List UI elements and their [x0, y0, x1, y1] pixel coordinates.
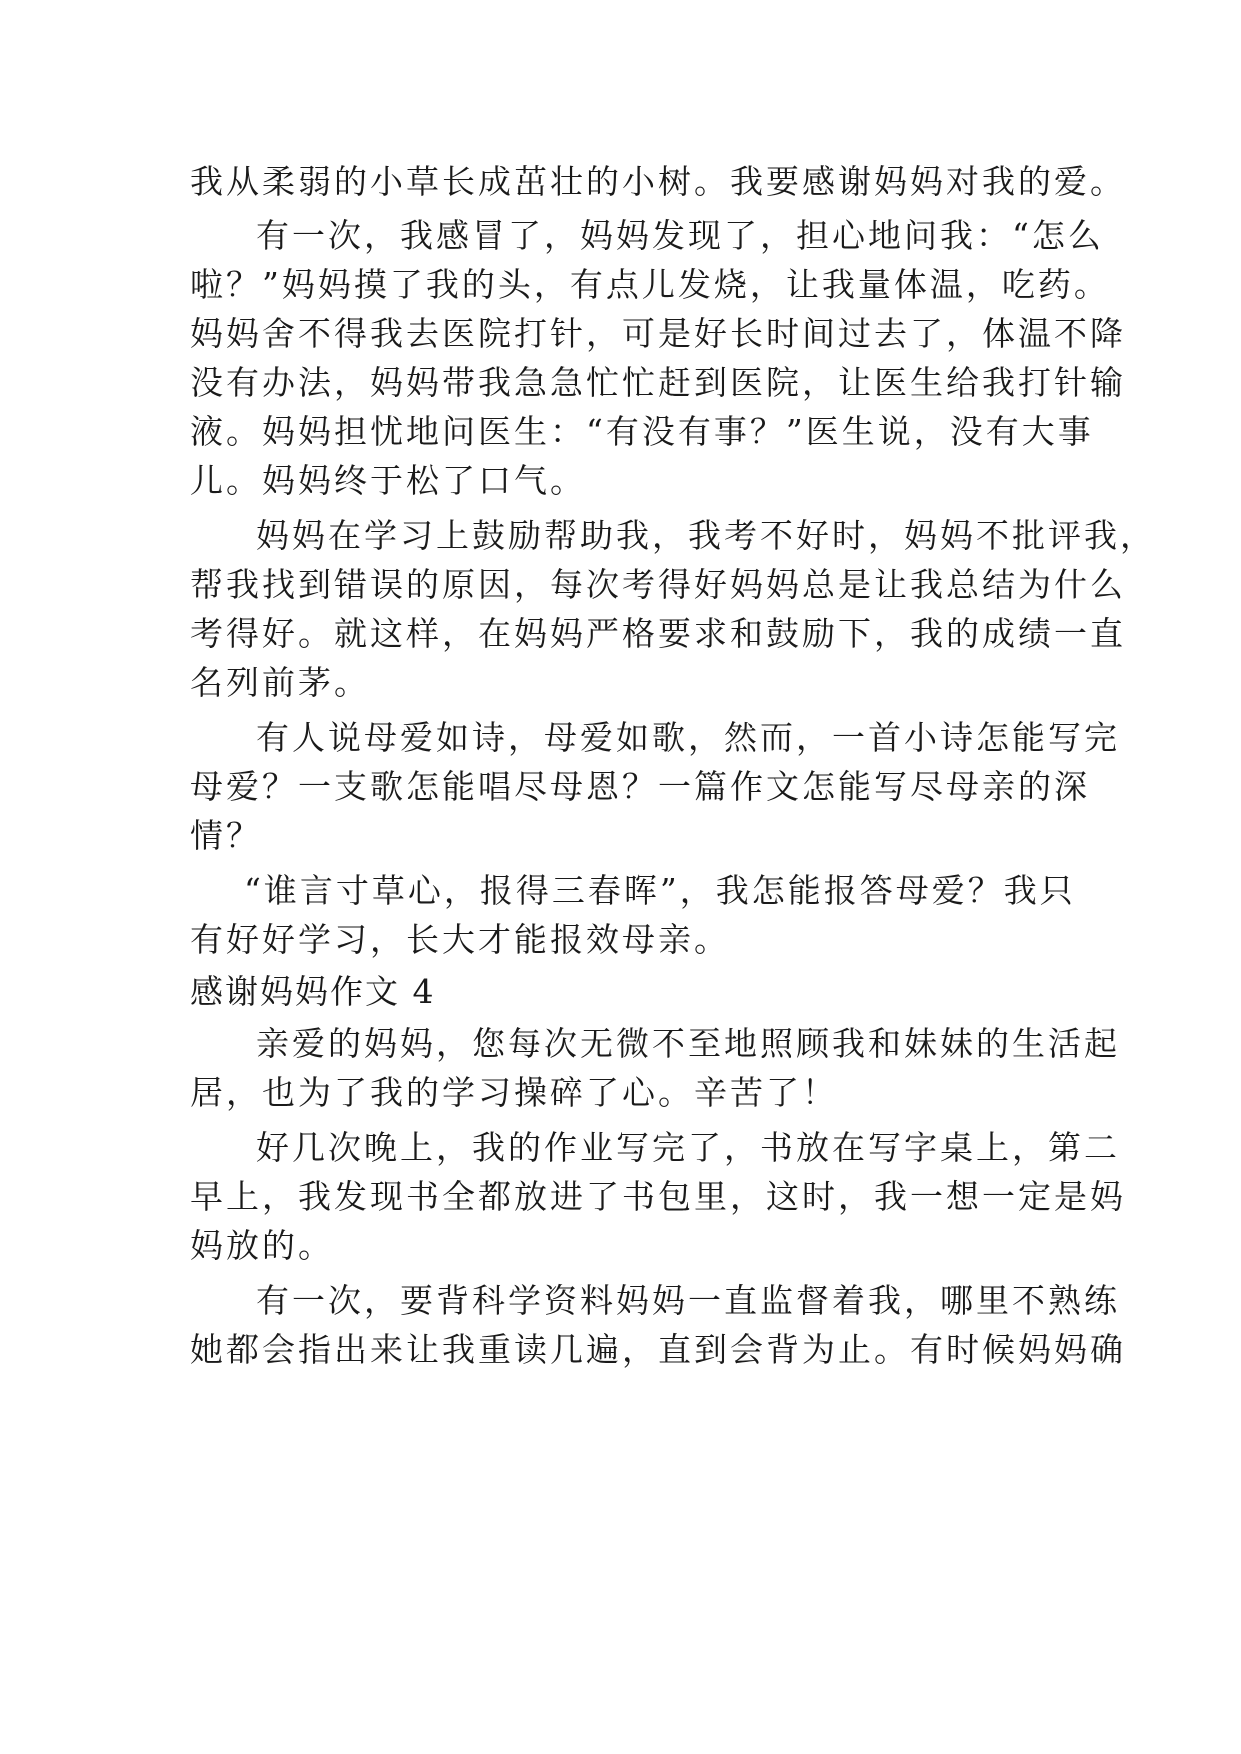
text-line: 有一次，要背科学资料妈妈一直监督着我，哪里不熟练 — [256, 1281, 1120, 1320]
text-line: 没有办法，妈妈带我急急忙忙赶到医院，让医生给我打针输 — [190, 363, 1126, 402]
text-line: 居，也为了我的学习操碎了心。辛苦了！ — [190, 1073, 838, 1112]
text-line: 妈放的。 — [190, 1226, 334, 1265]
section-heading: 感谢妈妈作文 4 — [190, 972, 436, 1011]
text-line: 亲爱的妈妈，您每次无微不至地照顾我和妹妹的生活起 — [256, 1024, 1120, 1063]
text-line: 好几次晚上，我的作业写完了，书放在写字桌上，第二 — [256, 1128, 1120, 1167]
text-line: 有人说母爱如诗，母爱如歌，然而，一首小诗怎能写完 — [256, 718, 1120, 757]
text-line: 我从柔弱的小草长成茁壮的小树。我要感谢妈妈对我的爱。 — [190, 162, 1126, 201]
text-line: 啦？”妈妈摸了我的头，有点儿发烧，让我量体温，吃药。 — [190, 265, 1110, 304]
text-line: 帮我找到错误的原因，每次考得好妈妈总是让我总结为什么 — [190, 565, 1126, 604]
text-line: 她都会指出来让我重读几遍，直到会背为止。有时候妈妈确 — [190, 1330, 1126, 1369]
text-line: 母爱？一支歌怎能唱尽母恩？一篇作文怎能写尽母亲的深 — [190, 767, 1090, 806]
text-line: 液。妈妈担忧地问医生：“有没有事？”医生说，没有大事 — [190, 412, 1094, 451]
text-line: 情？ — [190, 816, 262, 855]
text-line: 名列前茅。 — [190, 663, 370, 702]
text-line: 有一次，我感冒了，妈妈发现了，担心地问我：“怎么 — [256, 216, 1104, 255]
text-line: 儿。妈妈终于松了口气。 — [190, 461, 586, 500]
text-line: 考得好。就这样，在妈妈严格要求和鼓励下，我的成绩一直 — [190, 614, 1126, 653]
text-line: 有好好学习，长大才能报效母亲。 — [190, 920, 730, 959]
text-line: 妈妈在学习上鼓励帮助我，我考不好时，妈妈不批评我， — [256, 516, 1156, 555]
text-line: “谁言寸草心，报得三春晖”，我怎能报答母爱？我只 — [244, 871, 1076, 910]
text-line: 妈妈舍不得我去医院打针，可是好长时间过去了，体温不降 — [190, 314, 1126, 353]
text-line: 早上，我发现书全都放进了书包里，这时，我一想一定是妈 — [190, 1177, 1126, 1216]
